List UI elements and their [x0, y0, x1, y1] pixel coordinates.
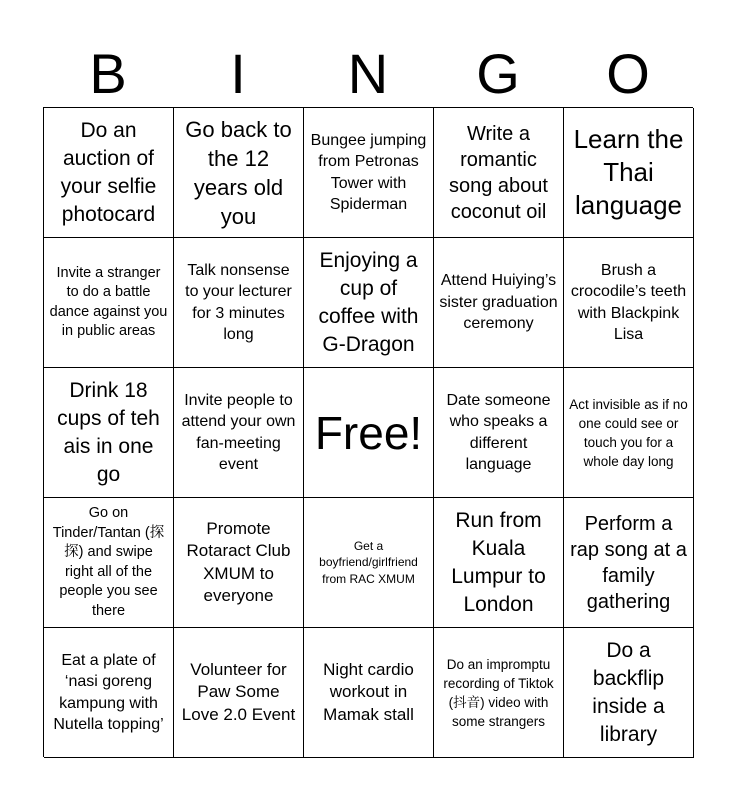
bingo-cell-5-1[interactable] — [44, 628, 174, 758]
bingo-cell-4-4[interactable] — [434, 498, 564, 628]
bingo-board — [43, 107, 693, 757]
header-letter-b: B — [89, 42, 127, 105]
bingo-cell-text: Bungee jumping from Petronas Tower with Spiderman — [310, 131, 427, 213]
bingo-cell-text: Do a backflip inside a library — [592, 638, 665, 746]
header-letter-i: I — [230, 42, 246, 105]
bingo-cell-text: Date someone who speaks a different language — [446, 391, 551, 473]
bingo-cell-2-3[interactable] — [304, 238, 434, 368]
bingo-cell-5-2[interactable] — [174, 628, 304, 758]
bingo-cell-1-5[interactable] — [564, 108, 694, 238]
header-letter-o: O — [606, 42, 650, 105]
bingo-cell-text: Run from Kuala Lumpur to London — [451, 508, 546, 616]
bingo-cell-text: Go on Tinder/Tantan (探探) and swipe right all of the people you see there — [52, 505, 165, 619]
bingo-cell-2-2[interactable] — [174, 238, 304, 368]
bingo-cell-text: Do an auction of your selfie photocard — [60, 118, 157, 226]
free-space-cell[interactable] — [304, 368, 434, 498]
bingo-cell-5-5[interactable] — [564, 628, 694, 758]
bingo-cell-text: Invite a stranger to do a battle dance against you in public areas — [49, 264, 168, 339]
bingo-cell-text: Perform a rap song at a family gathering — [570, 512, 687, 613]
bingo-cell-text: Invite people to attend your own fan-meeting event — [181, 391, 296, 473]
bingo-cell-text: Drink 18 cups of teh ais in one go — [57, 378, 160, 486]
bingo-cell-text: Brush a crocodile’s teeth with Blackpink Lisa — [570, 261, 687, 343]
bingo-cell-text: Enjoying a cup of coffee with G-Dragon — [318, 248, 419, 356]
bingo-cell-text: Eat a plate of ‘nasi goreng kampung with Nutella topping’ — [53, 651, 164, 733]
bingo-cell-3-1[interactable] — [44, 368, 174, 498]
bingo-cell-1-1[interactable] — [44, 108, 174, 238]
bingo-cell-text: Volunteer for Paw Some Love 2.0 Event — [181, 659, 296, 724]
header-letter-n: N — [347, 42, 389, 105]
free-space-label: Free! — [314, 406, 423, 459]
bingo-header — [43, 42, 693, 106]
bingo-cell-text: Promote Rotaract Club XMUM to everyone — [186, 518, 291, 605]
bingo-cell-4-2[interactable] — [174, 498, 304, 628]
bingo-cell-text: Attend Huiying’s sister graduation ceremony — [439, 272, 558, 333]
bingo-cell-text: Act invisible as if no one could see or touch you for a whole day long — [569, 396, 688, 469]
bingo-cell-4-5[interactable] — [564, 498, 694, 628]
bingo-cell-3-4[interactable] — [434, 368, 564, 498]
bingo-cell-text: Get a boyfriend/girlfriend from RAC XMUM — [319, 538, 418, 586]
bingo-cell-3-5[interactable] — [564, 368, 694, 498]
bingo-cell-5-3[interactable] — [304, 628, 434, 758]
bingo-cell-1-3[interactable] — [304, 108, 434, 238]
bingo-cell-2-5[interactable] — [564, 238, 694, 368]
bingo-cell-5-4[interactable] — [434, 628, 564, 758]
bingo-cell-4-1[interactable] — [44, 498, 174, 628]
bingo-cell-text: Do an impromptu recording of Tiktok (抖音) video with some strangers — [443, 656, 554, 729]
bingo-cell-4-3[interactable] — [304, 498, 434, 628]
header-letter-g: G — [476, 42, 520, 105]
bingo-cell-text: Night cardio workout in Mamak stall — [323, 659, 414, 724]
bingo-cell-1-4[interactable] — [434, 108, 564, 238]
bingo-cell-text: Talk nonsense to your lecturer for 3 minutes long — [185, 261, 292, 343]
bingo-cell-text: Write a romantic song about coconut oil — [449, 122, 548, 223]
bingo-cell-text: Learn the Thai language — [573, 124, 684, 220]
bingo-cell-text: Go back to the 12 years old you — [185, 116, 292, 229]
bingo-cell-2-4[interactable] — [434, 238, 564, 368]
bingo-cell-3-2[interactable] — [174, 368, 304, 498]
bingo-cell-2-1[interactable] — [44, 238, 174, 368]
bingo-cell-1-2[interactable] — [174, 108, 304, 238]
